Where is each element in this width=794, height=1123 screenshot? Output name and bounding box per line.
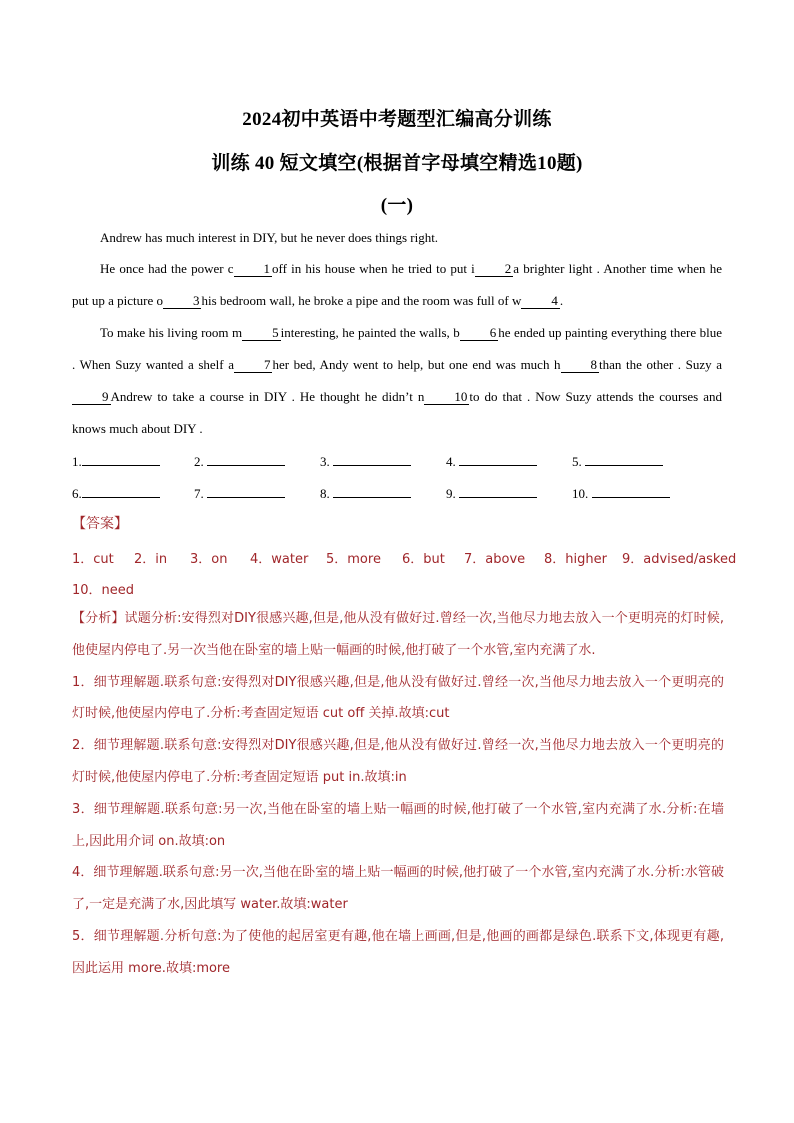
passage-text: to do that . Now Suzy attends the courses and knows much about DIY .	[72, 389, 723, 436]
passage-text: He once had the power c	[100, 261, 234, 276]
answer-line-number: 4.	[446, 454, 456, 469]
blank-2: 2	[475, 262, 514, 277]
passage-text: a brighter light . Another time when he put up a picture o	[72, 261, 722, 308]
answer-key-item: 3．on	[190, 552, 228, 567]
answer-line-number: 9.	[446, 486, 456, 501]
answer-line-number: 6.	[72, 486, 82, 501]
answer-line-number: 10.	[572, 486, 589, 501]
passage-text: Andrew has much interest in DIY, but he never does things right.	[100, 230, 439, 245]
analysis-item-5: 5．细节理解题.分析句意:为了使他的起居室更有趣,他在墙上画画,但是,他画的画都是绿色.联系下文,体现更有趣,因此运用 more.故填:more	[72, 928, 724, 976]
blank-6: 6	[460, 326, 499, 341]
blank-8: 8	[561, 358, 600, 373]
document-title: 2024初中英语中考题型汇编高分训练	[242, 109, 552, 130]
answer-line-5[interactable]	[572, 453, 663, 470]
answer-key-item: 2．in	[134, 552, 168, 567]
blank-1: 1	[234, 262, 273, 277]
answer-line-2[interactable]	[194, 453, 285, 470]
section-number: (一)	[380, 195, 414, 216]
answer-key-item: 7．above	[464, 552, 526, 567]
passage-text: his bedroom wall, he broke a pipe and the room was full of w	[201, 293, 522, 308]
passage-paragraph-3	[72, 317, 722, 445]
blank-10: 10	[424, 390, 469, 405]
passage-text: To make his living room m	[100, 325, 243, 340]
analysis-item-3: 3．细节理解题.联系句意:另一次,当他在卧室的墙上贴一幅画的时候,他打破了一个水管,室内充满了水.分析:在墙上,因此用介词 on.故填:on	[72, 801, 724, 849]
document-subtitle: 训练 40 短文填空(根据首字母填空精选10题)	[211, 153, 583, 174]
passage-paragraph-2	[72, 253, 722, 317]
analysis-item-1: 1．细节理解题.联系句意:安得烈对DIY很感兴趣,但是,他从没有做好过.曾经一次,当他尽力地去放入一个更明亮的灯时候,他使屋内停电了.分析:考查固定短语 cut off 关掉.故填:cut	[72, 674, 724, 722]
answer-line-number: 7.	[194, 486, 204, 501]
analysis-item-4: 4．细节理解题.联系句意:另一次,当他在卧室的墙上贴一幅画的时候,他打破了一个水管,室内充满了水.分析:水管破了,一定是充满了水,因此填写 water.故填:water	[72, 865, 724, 913]
answer-line-number: 2.	[194, 454, 204, 469]
analysis-section	[72, 603, 724, 985]
answer-key-item: 6．but	[402, 552, 445, 567]
answer-key-item: 9．advised/asked	[622, 552, 737, 567]
answer-line-9[interactable]	[446, 485, 537, 502]
answer-line-number: 1.	[72, 454, 82, 469]
answer-line-number: 3.	[320, 454, 330, 469]
blank-9: 9	[72, 390, 111, 405]
answer-key-item: 1．cut	[72, 552, 114, 567]
blank-7: 7	[234, 358, 273, 373]
answer-line-number: 5.	[572, 454, 582, 469]
passage-text: .	[559, 293, 564, 308]
answer-line-number: 8.	[320, 486, 330, 501]
answer-line-4[interactable]	[446, 453, 537, 470]
answer-heading: 【答案】	[72, 516, 128, 532]
passage-text: Andrew to take a course in DIY . He thought he didn’t n	[110, 389, 425, 404]
answer-key-item: 4．water	[250, 552, 309, 567]
passage-paragraph-1	[72, 222, 722, 254]
blank-5: 5	[242, 326, 281, 341]
blank-4: 4	[521, 294, 560, 309]
answer-line-3[interactable]	[320, 453, 411, 470]
answer-key-item: 10．need	[72, 583, 135, 598]
passage-text: off in his house when he tried to put i	[272, 261, 475, 276]
passage-text: he ended up painting everything there blue . When Suzy wanted a shelf a	[72, 325, 723, 372]
passage-text: her bed, Andy went to help, but one end was much h	[272, 357, 561, 372]
passage-text: interesting, he painted the walls, b	[280, 325, 460, 340]
analysis-intro: 【分析】试题分析:安得烈对DIY很感兴趣,但是,他从没有做好过.曾经一次,当他尽力地去放入一个更明亮的灯时候,他使屋内停电了.另一次当他在卧室的墙上贴一幅画的时候,他打破了一个水管,室内充满了水.	[72, 611, 724, 658]
answer-key-item: 5．more	[326, 552, 381, 567]
passage-text: than the other . Suzy a	[599, 357, 723, 372]
answer-line-10[interactable]	[572, 485, 670, 502]
answer-line-7[interactable]	[194, 485, 285, 502]
answer-key-item: 8．higher	[544, 552, 607, 567]
answer-line-6[interactable]	[72, 485, 160, 502]
answer-line-1[interactable]	[72, 453, 160, 470]
blank-3: 3	[163, 294, 202, 309]
analysis-item-2: 2．细节理解题.联系句意:安得烈对DIY很感兴趣,但是,他从没有做好过.曾经一次,当他尽力地去放入一个更明亮的灯时候,他使屋内停电了.分析:考查固定短语 put in.故填:in	[72, 738, 724, 785]
answer-line-8[interactable]	[320, 485, 411, 502]
